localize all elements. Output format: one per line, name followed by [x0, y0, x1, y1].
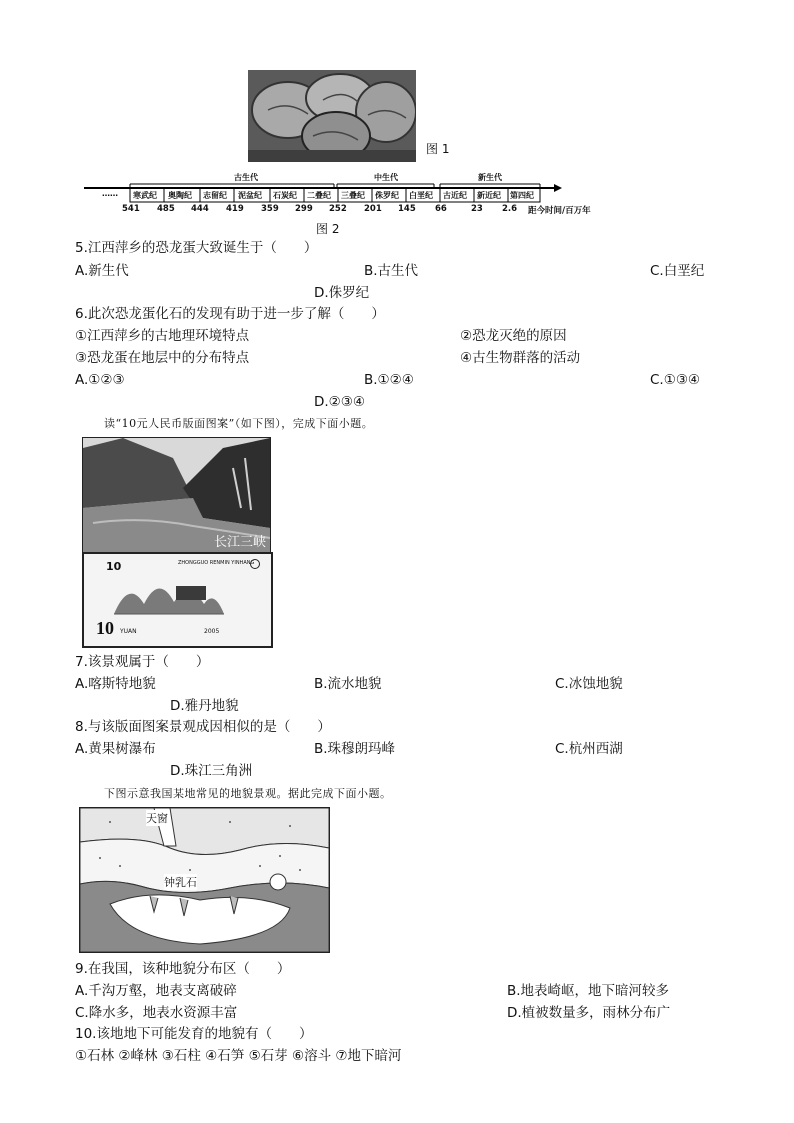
q6-stem: 6.此次恐龙蛋化石的发现有助于进一步了解（ ）	[75, 306, 385, 322]
age-485: 485	[157, 204, 175, 214]
period-triassic: 三叠纪	[341, 191, 365, 200]
q7-option-d[interactable]: D.雅丹地貌	[170, 698, 239, 714]
dinosaur-egg-photo	[248, 70, 416, 162]
fig1-caption: 图 1	[426, 142, 450, 156]
label-skylight: 天窗	[146, 812, 168, 825]
period-permian: 二叠纪	[307, 191, 331, 200]
q5-option-d[interactable]: D.侏罗纪	[314, 285, 370, 301]
cave-intro: 下图示意我国某地常见的地貌景观。据此完成下面小题。	[104, 787, 392, 800]
axis-label: 距今时间/百万年	[528, 206, 591, 216]
q10-stem: 10.该地地下可能发育的地貌有（ ）	[75, 1026, 313, 1042]
age-444: 444	[191, 204, 209, 214]
q9-option-b[interactable]: B.地表崎岖，地下暗河较多	[507, 983, 670, 999]
q7-option-a[interactable]: A.喀斯特地貌	[75, 676, 156, 692]
age-201: 201	[364, 204, 382, 214]
period-paleogene: 古近纪	[443, 191, 467, 200]
period-neogene: 新近纪	[477, 191, 501, 200]
period-cambrian: 寒武纪	[133, 191, 157, 200]
age-541: 541	[122, 204, 140, 214]
period-silurian: 志留纪	[203, 191, 227, 200]
age-419: 419	[226, 204, 244, 214]
q5-option-c[interactable]: C.白垩纪	[650, 263, 705, 279]
note-value-large: 10	[96, 618, 114, 638]
note-landscape-icon	[114, 574, 224, 618]
q6-item-1: ①江西萍乡的古地理环境特点	[75, 328, 250, 344]
age-299: 299	[295, 204, 313, 214]
q6-option-a[interactable]: A.①②③	[75, 372, 125, 388]
note-bank-name: ZHONGGUO RENMIN YINHANG	[178, 560, 255, 566]
q10-options: ①石林 ②峰林 ③石柱 ④石笋 ⑤石芽 ⑥溶斗 ⑦地下暗河	[75, 1048, 402, 1064]
label-stalactite: 钟乳石	[164, 876, 197, 889]
q7-stem: 7.该景观属于（ ）	[75, 654, 210, 670]
photo-label: 长江三峡	[213, 535, 266, 550]
note-yuan-word: YUAN	[120, 628, 137, 635]
note-emblem-icon	[250, 559, 260, 569]
karst-cave-diagram	[79, 807, 330, 953]
q9-option-c[interactable]: C.降水多，地表水资源丰富	[75, 1005, 238, 1021]
note-year: 2005	[204, 628, 220, 635]
q5-option-b[interactable]: B.古生代	[364, 263, 419, 279]
three-gorges-photo	[82, 437, 271, 553]
period-cretaceous: 白垩纪	[409, 191, 433, 200]
q8-option-d[interactable]: D.珠江三角洲	[170, 763, 253, 779]
period-devonian: 泥盆纪	[238, 191, 262, 200]
period-quaternary: 第四纪	[510, 191, 534, 200]
age-359: 359	[261, 204, 279, 214]
q9-stem: 9.在我国，该种地貌分布区（ ）	[75, 961, 291, 977]
era-cenozoic: 新生代	[478, 173, 502, 182]
period-ordovician: 奥陶纪	[168, 191, 192, 200]
age-66: 66	[435, 204, 447, 214]
q9-option-a[interactable]: A.千沟万壑，地表支离破碎	[75, 983, 237, 999]
q6-item-2: ②恐龙灭绝的原因	[460, 328, 567, 344]
note-value-top: 10	[106, 560, 122, 573]
q9-option-d[interactable]: D.植被数量多，雨林分布广	[507, 1005, 671, 1021]
q5-option-a[interactable]: A.新生代	[75, 263, 129, 279]
period-carboniferous: 石炭纪	[273, 191, 297, 200]
q8-stem: 8.与该版面图案景观成因相似的是（ ）	[75, 719, 331, 735]
era-mesozoic: 中生代	[374, 173, 398, 182]
q8-option-a[interactable]: A.黄果树瀑布	[75, 741, 156, 757]
geologic-timeline	[84, 170, 614, 216]
q7-option-c[interactable]: C.冰蚀地貌	[555, 676, 623, 692]
q6-option-b[interactable]: B.①②④	[364, 372, 414, 388]
q6-option-c[interactable]: C.①③④	[650, 372, 701, 388]
era-paleozoic: 古生代	[234, 173, 258, 182]
money-intro: 读“10元人民币版面图案”（如下图），完成下面小题。	[104, 417, 374, 430]
q5-stem: 5.江西萍乡的恐龙蛋大致诞生于（ ）	[75, 240, 318, 256]
age-23: 23	[471, 204, 483, 214]
period-jurassic: 侏罗纪	[375, 191, 399, 200]
age-2-6: 2.6	[502, 204, 518, 214]
q6-item-3: ③恐龙蛋在地层中的分布特点	[75, 350, 250, 366]
q8-option-c[interactable]: C.杭州西湖	[555, 741, 623, 757]
period-ellipsis: ……	[102, 189, 118, 198]
q8-option-b[interactable]: B.珠穆朗玛峰	[314, 741, 396, 757]
q6-item-4: ④古生物群落的活动	[460, 350, 581, 366]
q7-option-b[interactable]: B.流水地貌	[314, 676, 382, 692]
age-252: 252	[329, 204, 347, 214]
banknote-10-yuan	[82, 552, 273, 648]
fig2-caption: 图 2	[316, 222, 340, 236]
dinosaur-egg-illustration	[248, 70, 416, 162]
age-145: 145	[398, 204, 416, 214]
q6-option-d[interactable]: D.②③④	[314, 394, 365, 410]
